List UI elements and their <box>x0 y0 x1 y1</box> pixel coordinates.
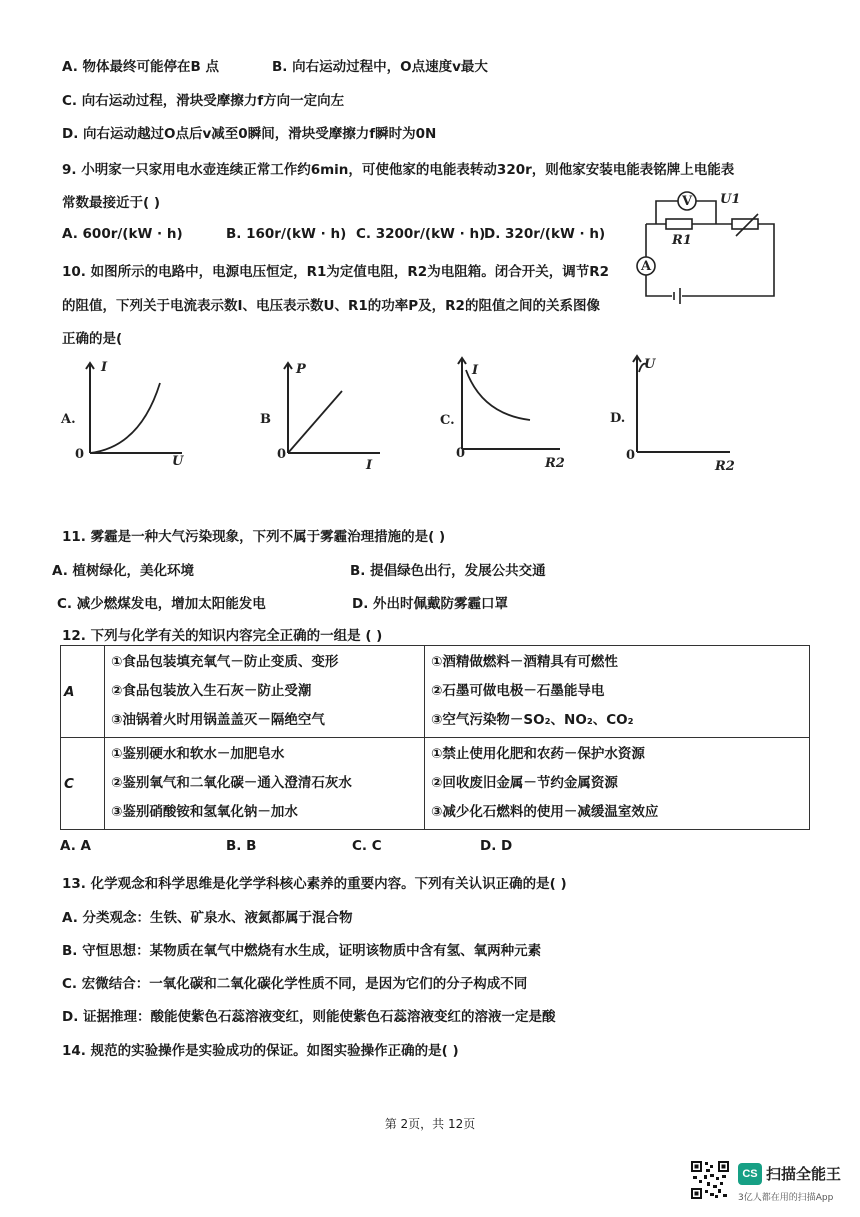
q13-option-d: D. 证据推理：酸能使紫色石蕊溶液变红，则能使紫色石蕊溶液变红的溶液一定是酸 <box>62 1009 556 1025</box>
q13-option-b: B. 守恒思想：某物质在氧气中燃烧有水生成，证明该物质中含有氢、氧两种元素 <box>62 943 542 959</box>
q9-option-b: B. 160r/(kW · h) <box>226 226 347 242</box>
q13-option-a: A. 分类观念：生铁、矿泉水、液氮都属于混合物 <box>62 910 353 926</box>
graph-c-origin: 0 <box>456 446 466 461</box>
graph-d-y-label: U <box>644 357 656 372</box>
q12-row-a-left <box>105 646 425 738</box>
graph-d-x-label: R2 <box>715 459 735 474</box>
q12-row-c-right-1: ①禁止使用化肥和农药－保护水资源 <box>431 746 645 762</box>
graph-c-x-label: R2 <box>545 456 565 471</box>
q12-row-a-right <box>425 646 810 738</box>
q12-row-c-left <box>105 738 425 830</box>
graph-d-option: D. <box>610 411 626 426</box>
q12-row-a-right-2: ②石墨可做电极－石墨能导电 <box>431 683 605 699</box>
graph-c-y-label: I <box>472 363 479 378</box>
q12-row-a-left-3: ③油锅着火时用锅盖盖灭－隔绝空气 <box>111 712 325 728</box>
q8-option-c: C. 向右运动过程，滑块受摩擦力f方向一定向左 <box>62 93 345 109</box>
q9-option-a: A. 600r/(kW · h) <box>62 226 183 242</box>
circuit-diagram <box>636 188 786 300</box>
q11-option-b: B. 提倡绿色出行，发展公共交通 <box>350 563 546 579</box>
q8-option-a: A. 物体最终可能停在B 点 <box>62 59 220 75</box>
q14-stem: 14. 规范的实验操作是实验成功的保证。如图实验操作正确的是( ) <box>62 1043 459 1059</box>
q12-row-a-label: A <box>61 646 105 738</box>
q12-row-c <box>61 738 810 830</box>
graph-a-y-label: I <box>101 360 108 375</box>
q12-stem: 12. 下列与化学有关的知识内容完全正确的一组是 ( ) <box>62 628 383 644</box>
q10-stem-line3: 正确的是( <box>62 331 123 347</box>
camscanner-logo-icon: CS <box>738 1163 762 1185</box>
circuit-r1-label: R1 <box>672 233 692 248</box>
q12-table <box>60 645 810 830</box>
graph-d <box>608 350 748 472</box>
q12-row-a-right-3: ③空气污染物－SO₂、NO₂、CO₂ <box>431 712 634 728</box>
graph-b-line <box>288 391 342 453</box>
q12-option-d: D. D <box>480 838 513 854</box>
q8-option-d: D. 向右运动越过O点后v减至0瞬间，滑块受摩擦力f瞬时为0N <box>62 126 437 142</box>
q12-option-c: C. C <box>352 838 382 854</box>
camscanner-name: 扫描全能王 <box>766 1165 842 1183</box>
q12-row-a-right-1: ①酒精做燃料－酒精具有可燃性 <box>431 654 618 670</box>
q13-stem: 13. 化学观念和科学思维是化学学科核心素养的重要内容。下列有关认识正确的是( ) <box>62 876 567 892</box>
graph-b-origin: 0 <box>277 447 287 462</box>
graph-a-origin: 0 <box>75 447 85 462</box>
graph-b-y-label: P <box>296 362 306 377</box>
q12-row-c-right-3: ③减少化石燃料的使用－减缓温室效应 <box>431 804 659 820</box>
q12-row-c-right <box>425 738 810 830</box>
q11-stem: 11. 雾霾是一种大气污染现象，下列不属于雾霾治理措施的是( ) <box>62 529 446 545</box>
q12-row-c-left-3: ③鉴别硝酸铵和氢氧化钠－加水 <box>111 804 298 820</box>
graph-b <box>258 355 398 473</box>
q12-row-c-left-2: ②鉴别氧气和二氧化碳－通入澄清石灰水 <box>111 775 352 791</box>
graph-a-curve <box>90 383 160 453</box>
q12-row-a-left-2: ②食品包装放入生石灰－防止受潮 <box>111 683 312 699</box>
qr-code-icon <box>690 1160 730 1200</box>
q8-option-b: B. 向右运动过程中，O点速度v最大 <box>272 59 488 75</box>
graph-c <box>438 352 578 470</box>
q12-row-c-left-1: ①鉴别硬水和软水－加肥皂水 <box>111 746 285 762</box>
q12-option-a: A. A <box>60 838 91 854</box>
q9-stem-line2: 常数最接近于( ) <box>62 195 161 211</box>
graph-a-option: A. <box>61 412 76 427</box>
page-number: 第 2页，共 12页 <box>384 1117 476 1131</box>
q13-option-c: C. 宏微结合：一氧化碳和二氧化碳化学性质不同，是因为它们的分子构成不同 <box>62 976 528 992</box>
q11-option-c: C. 减少燃煤发电，增加太阳能发电 <box>57 596 266 612</box>
q10-stem-line1: 10. 如图所示的电路中，电源电压恒定，R1为定值电阻，R2为电阻箱。闭合开关，调节R2 <box>62 264 609 280</box>
graph-b-x-label: I <box>366 458 373 473</box>
graph-a <box>60 355 200 470</box>
graph-b-option: B <box>260 412 271 427</box>
q11-option-d: D. 外出时佩戴防雾霾口罩 <box>352 596 509 612</box>
graph-a-x-label: U <box>172 454 184 469</box>
q9-option-c: C. 3200r/(kW · h) <box>356 226 486 242</box>
q12-row-c-label: C <box>61 738 105 830</box>
ammeter-label: A <box>641 259 652 274</box>
q9-stem-line1: 9. 小明家一只家用电水壶连续正常工作约6min，可使他家的电能表转动320r，则他家安装电能表铭牌上电能表 <box>62 162 735 178</box>
circuit-u-label: U1 <box>720 192 741 207</box>
q12-row-a <box>61 646 810 738</box>
q11-option-a: A. 植树绿化，美化环境 <box>52 563 195 579</box>
q12-row-a-left-1: ①食品包装填充氧气－防止变质、变形 <box>111 654 339 670</box>
q12-row-c-right-2: ②回收废旧金属－节约金属资源 <box>431 775 618 791</box>
voltmeter-label: V <box>682 194 693 209</box>
graph-c-option: C. <box>440 413 455 428</box>
q9-option-d: D. 320r/(kW · h) <box>484 226 606 242</box>
graph-d-origin: 0 <box>626 448 636 463</box>
camscanner-tagline: 3亿人都在用的扫描App <box>738 1193 834 1203</box>
q12-option-b: B. B <box>226 838 257 854</box>
q10-stem-line2: 的阻值，下列关于电流表示数I、电压表示数U、R1的功率P及，R2的阻值之间的关系图像 <box>62 298 600 314</box>
